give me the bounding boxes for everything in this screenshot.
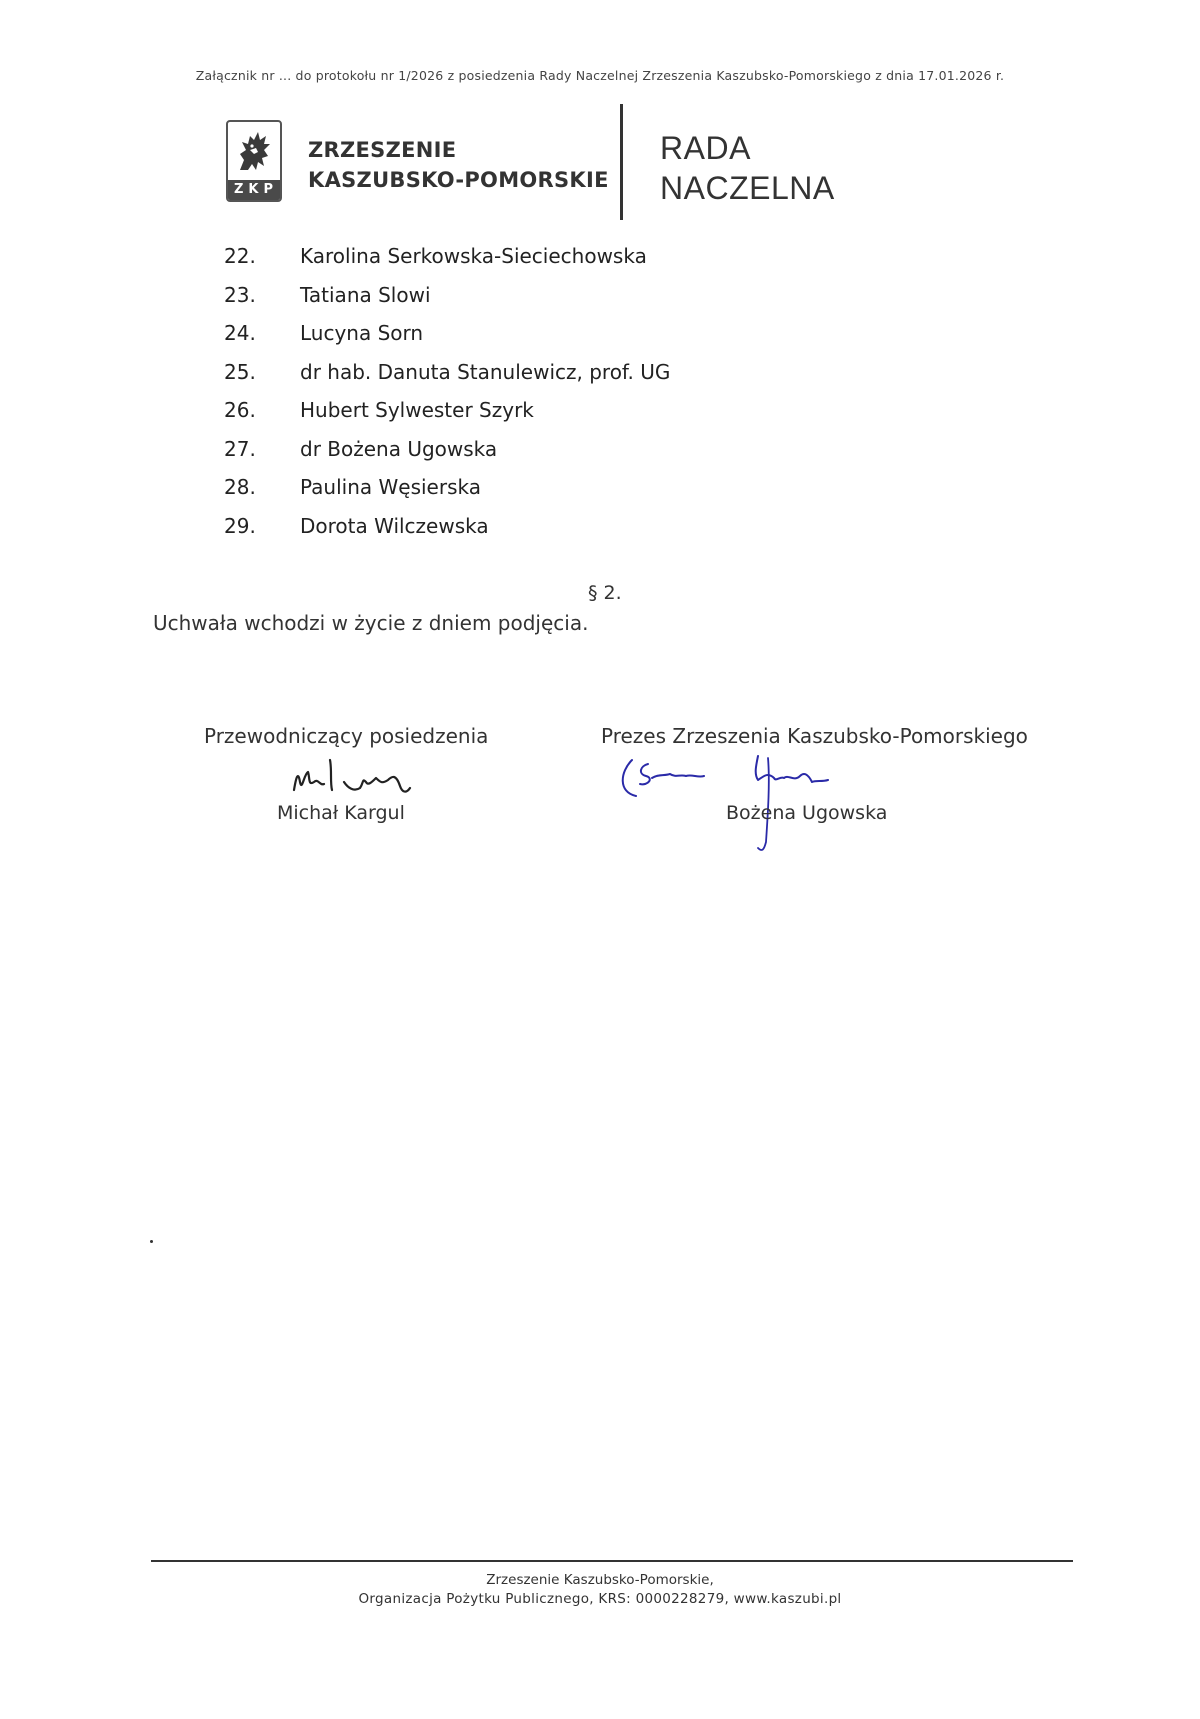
left-signatory-role: Przewodniczący posiedzenia xyxy=(204,724,489,748)
member-row xyxy=(0,514,1200,550)
logo-letters: ZKP xyxy=(228,180,280,200)
member-number: 26. xyxy=(224,398,256,422)
council-name-line2: NACZELNA xyxy=(660,170,835,206)
member-name: Tatiana Slowi xyxy=(300,282,431,307)
section-mark: § 2. xyxy=(588,582,622,604)
footer-rule xyxy=(151,1560,1073,1562)
right-signatory-name: Bożena Ugowska xyxy=(726,802,888,824)
council-name-line1: RADA xyxy=(660,130,751,166)
member-number: 25. xyxy=(224,359,256,384)
member-number: 28. xyxy=(224,475,256,499)
header-note: Załącznik nr ... do protokołu nr 1/2026 z posiedzenia Rady Naczelnej Zrzeszenia Kaszubsko-Pomorskiego z dnia 17.01.2026 r. xyxy=(195,68,1005,83)
footer-organization: Zrzeszenie Kaszubsko-Pomorskie, xyxy=(486,1572,714,1588)
member-number: 27. xyxy=(224,436,256,461)
footer-details: Organizacja Pożytku Publicznego, KRS: 0000228279, www.kaszubi.pl xyxy=(358,1591,842,1607)
organization-name xyxy=(308,135,609,195)
member-number: 24. xyxy=(224,321,256,345)
member-name: Paulina Węsierska xyxy=(300,475,481,499)
right-signatory-role: Prezes Zrzeszenia Kaszubsko-Pomorskiego xyxy=(601,724,1028,748)
member-row xyxy=(0,398,1200,434)
resolution-text: Uchwała wchodzi w życie z dniem podjęcia. xyxy=(153,611,589,635)
member-number: 22. xyxy=(224,244,256,268)
council-name xyxy=(660,128,835,208)
organization-name-line1: ZRZESZENIE xyxy=(308,138,457,162)
left-signatory-name: Michał Kargul xyxy=(277,802,405,824)
member-row xyxy=(0,283,1200,319)
member-row xyxy=(0,437,1200,473)
zkp-logo xyxy=(226,120,282,202)
member-name: dr hab. Danuta Stanulewicz, prof. UG xyxy=(300,359,671,384)
member-number: 23. xyxy=(224,282,256,307)
member-name: Karolina Serkowska-Sieciechowska xyxy=(300,244,647,268)
member-name: Dorota Wilczewska xyxy=(300,513,489,538)
member-number: 29. xyxy=(224,513,256,538)
left-handwritten-signature xyxy=(288,752,438,802)
scan-speck xyxy=(150,1240,153,1243)
member-row xyxy=(0,321,1200,357)
header-divider xyxy=(620,104,623,220)
organization-name-line2: KASZUBSKO-POMORSKIE xyxy=(308,168,609,192)
member-name: Lucyna Sorn xyxy=(300,321,424,345)
member-name: Hubert Sylwester Szyrk xyxy=(300,398,534,422)
member-row xyxy=(0,475,1200,511)
member-row xyxy=(0,244,1200,280)
griffin-emblem-icon xyxy=(230,124,278,180)
member-row xyxy=(0,360,1200,396)
member-name: dr Bożena Ugowska xyxy=(300,436,498,461)
